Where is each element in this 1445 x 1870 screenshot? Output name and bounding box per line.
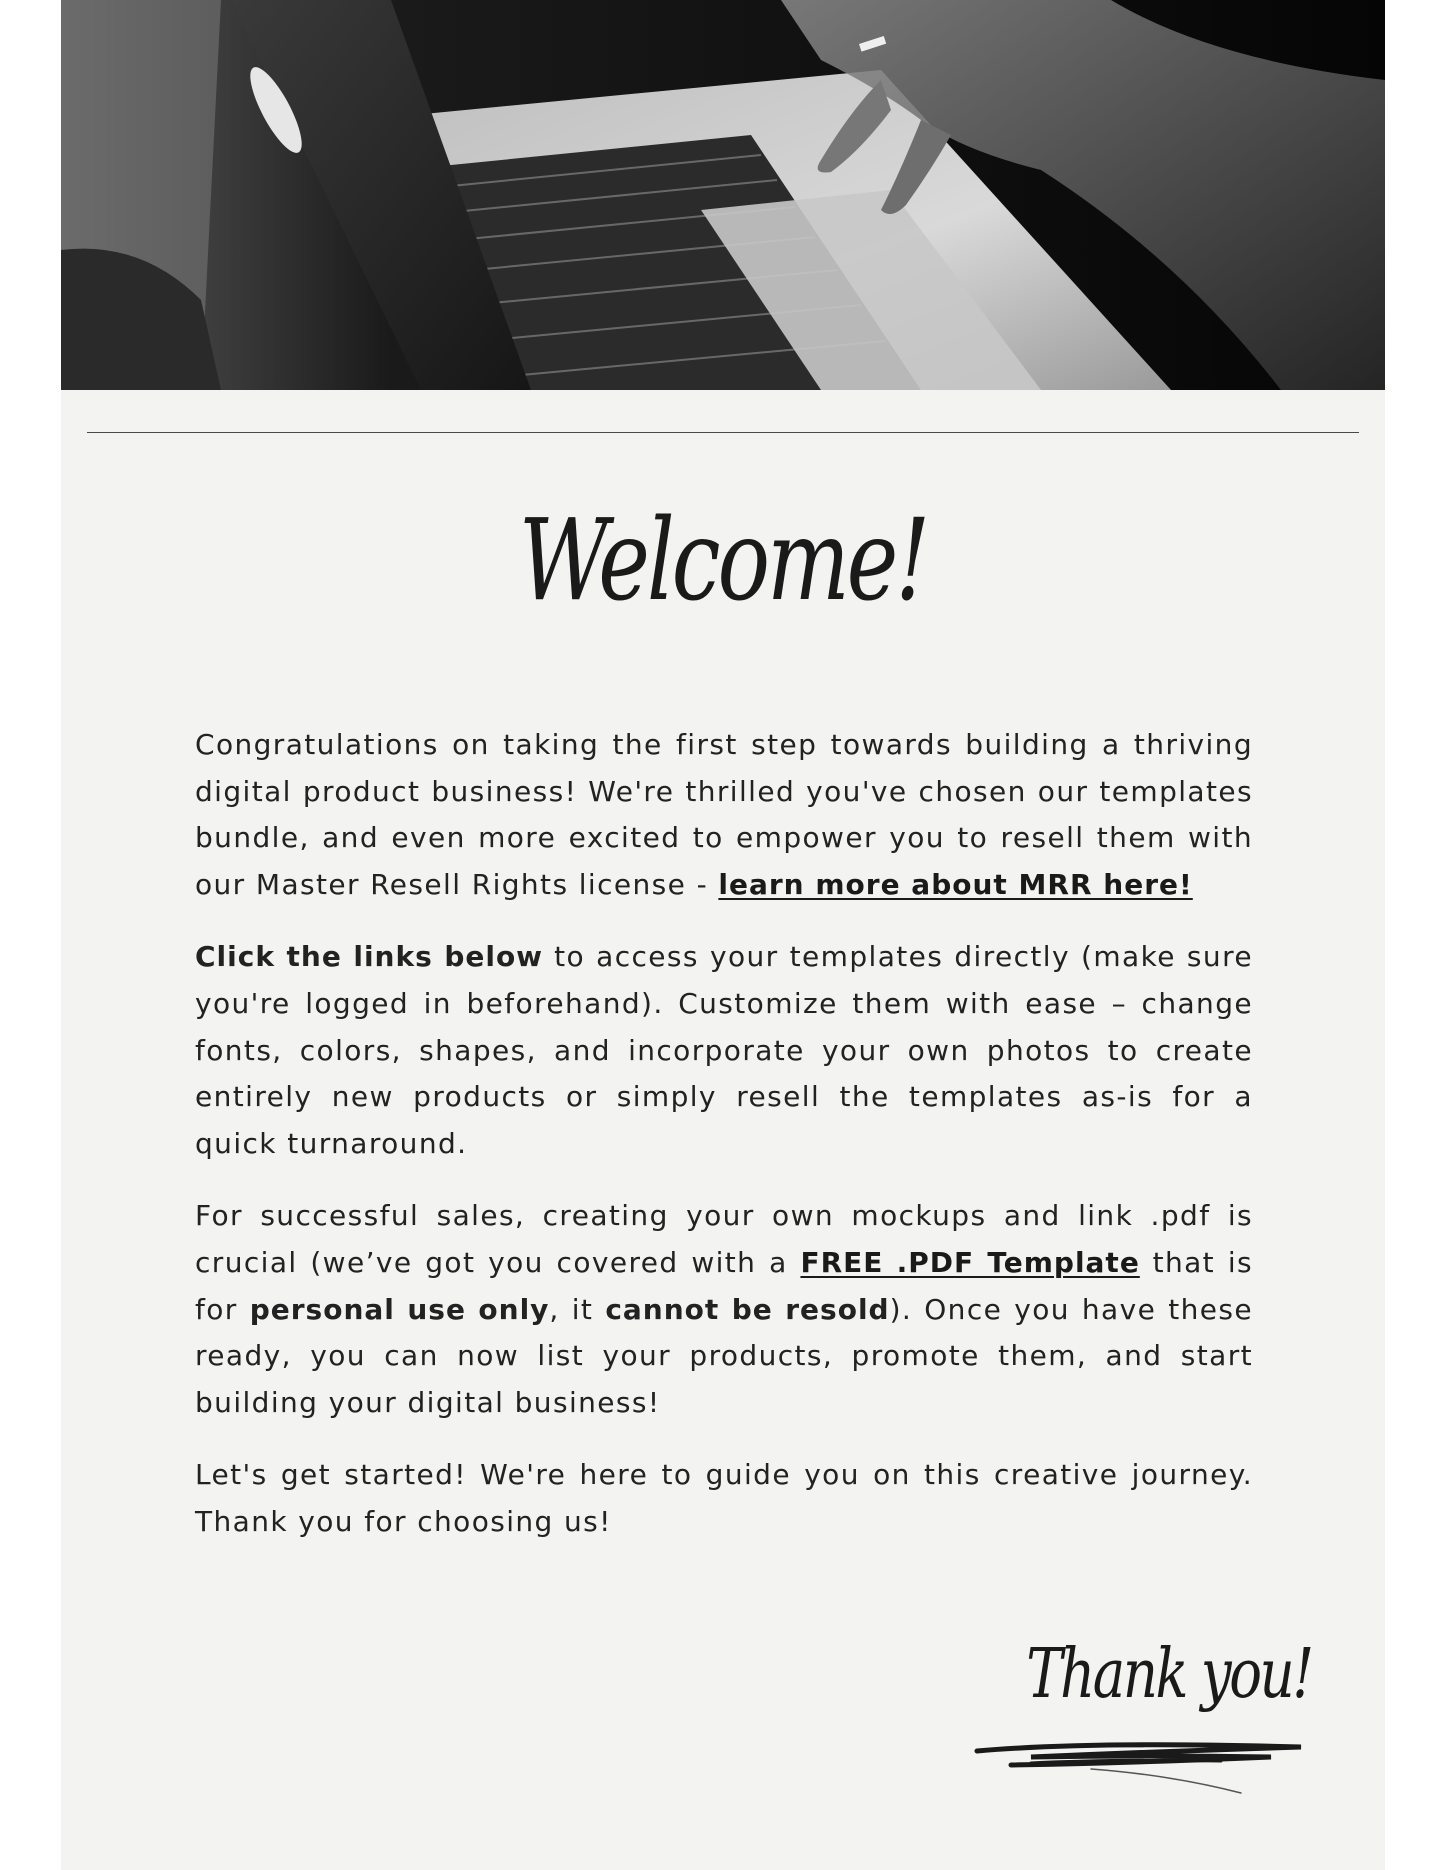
personal-use-bold: personal use only bbox=[249, 1292, 550, 1326]
sales-paragraph bbox=[195, 1193, 1253, 1426]
sales-text-a: For successful sales, creating your own mockups and link .pdf is crucial (we’ve got you covered with a bbox=[195, 1199, 1253, 1279]
cannot-resold-bold: cannot be resold bbox=[605, 1292, 890, 1326]
click-links-bold: Click the links below bbox=[195, 940, 544, 974]
intro-paragraph bbox=[195, 722, 1253, 908]
sales-text-b: that is for bbox=[195, 1245, 1253, 1326]
sales-text-d: ). Once you have these ready, you can now list your products, promote them, and start building your digital business! bbox=[195, 1292, 1253, 1419]
document-page bbox=[61, 0, 1385, 1870]
brush-stroke-icon bbox=[971, 1735, 1311, 1805]
horizontal-divider bbox=[87, 432, 1359, 433]
intro-text: Congratulations on taking the first step towards building a thriving digital product business! We're thrilled you've chosen our templates bundle, and even more excited to empower you to resell them with our Master Resell Rights license - bbox=[195, 728, 1253, 901]
links-paragraph bbox=[195, 934, 1253, 1167]
links-text: to access your templates directly (make sure you're logged in beforehand). Customize them with ease – change fonts, colors, shapes, and incorporate your own photos to create entirely new products or simply resell the templates as-is for a quick turnaround. bbox=[195, 940, 1253, 1160]
sales-text-c: , it bbox=[549, 1292, 606, 1326]
welcome-heading: Welcome! bbox=[518, 496, 928, 626]
thank-you-signature: Thank you! bbox=[1026, 1635, 1312, 1714]
closing-text: Let's get started! We're here to guide you on this creative journey. Thank you for choosing us! bbox=[195, 1458, 1253, 1538]
hero-photo bbox=[61, 0, 1385, 390]
laptop-photo-icon bbox=[61, 0, 1385, 390]
learn-more-mrr-link[interactable]: learn more about MRR here! bbox=[718, 867, 1193, 901]
closing-paragraph bbox=[195, 1452, 1253, 1545]
free-pdf-template-link[interactable]: FREE .PDF Template bbox=[800, 1245, 1140, 1279]
body-copy bbox=[195, 722, 1253, 1572]
